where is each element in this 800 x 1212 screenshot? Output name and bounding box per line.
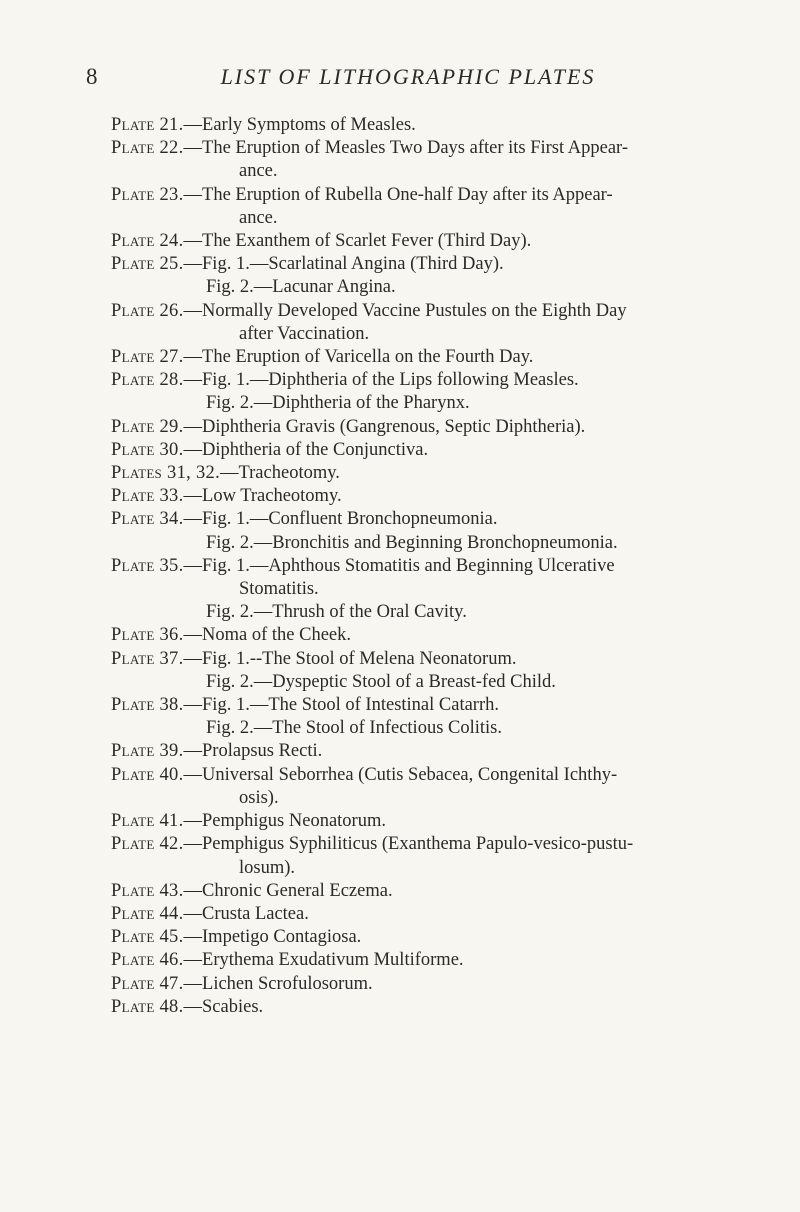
plate-title: —Fig. 1.—The Stool of Intestinal Catarrh. bbox=[183, 695, 500, 716]
plate-label: Plate 42. bbox=[111, 834, 184, 855]
plate-title: —Erythema Exudativum Multiforme. bbox=[183, 950, 464, 971]
plate-line bbox=[111, 648, 751, 671]
plate-line bbox=[111, 601, 751, 624]
plate-line bbox=[111, 764, 751, 787]
plate-label: Plate 46. bbox=[111, 950, 184, 971]
plate-entry bbox=[111, 926, 751, 949]
plate-label: Plate 45. bbox=[111, 927, 184, 948]
plate-label: Plate 25. bbox=[111, 254, 184, 275]
plate-title: —Chronic General Eczema. bbox=[183, 880, 393, 901]
plate-title: Fig. 2.—The Stool of Infectious Colitis. bbox=[206, 718, 502, 739]
plate-label: Plate 34. bbox=[111, 509, 184, 530]
plate-label: Plate 26. bbox=[111, 300, 184, 321]
plate-line bbox=[111, 369, 751, 392]
plate-line bbox=[111, 694, 751, 717]
plate-entry bbox=[111, 996, 751, 1019]
plate-line bbox=[111, 787, 751, 810]
plate-line bbox=[111, 833, 751, 856]
plate-entry bbox=[111, 810, 751, 833]
plate-title: —Normally Developed Vaccine Pustules on the Eighth Day bbox=[183, 300, 627, 321]
plate-line bbox=[111, 926, 751, 949]
plate-line bbox=[111, 903, 751, 926]
plate-title: osis). bbox=[239, 787, 279, 808]
plate-title: —Noma of the Cheek. bbox=[183, 625, 352, 646]
plate-line bbox=[111, 485, 751, 508]
plate-title: —Fig. 1.—Diphtheria of the Lips following Measles. bbox=[183, 370, 579, 391]
plate-line bbox=[111, 996, 751, 1019]
plate-title: Fig. 2.—Dyspeptic Stool of a Breast-fed Child. bbox=[206, 671, 556, 692]
plate-label: Plate 27. bbox=[111, 347, 184, 368]
plate-line bbox=[111, 439, 751, 462]
plate-entry bbox=[111, 114, 751, 137]
plate-line bbox=[111, 671, 751, 694]
plate-line bbox=[111, 624, 751, 647]
plate-line bbox=[111, 973, 751, 996]
plate-title: —The Eruption of Measles Two Days after its First Appear- bbox=[183, 138, 628, 159]
plate-line bbox=[111, 160, 751, 183]
plate-entry bbox=[111, 346, 751, 369]
plate-line bbox=[111, 810, 751, 833]
plate-title: —Scabies. bbox=[183, 996, 264, 1017]
plate-label: Plate 21. bbox=[111, 115, 184, 135]
plate-line bbox=[111, 880, 751, 903]
plate-title: ance. bbox=[239, 207, 278, 228]
plate-title: —Pemphigus Syphiliticus (Exanthema Papulo-vesico-pustu- bbox=[183, 834, 634, 855]
plate-entry bbox=[111, 833, 751, 879]
plate-label: Plates 31, 32. bbox=[111, 463, 220, 484]
plate-entry bbox=[111, 300, 751, 346]
plate-line bbox=[111, 555, 751, 578]
plate-title: —The Exanthem of Scarlet Fever (Third Day). bbox=[183, 231, 532, 252]
plate-entry bbox=[111, 439, 751, 462]
plate-title: Stomatitis. bbox=[239, 579, 319, 600]
plate-line bbox=[111, 184, 751, 207]
plate-entry bbox=[111, 903, 751, 926]
plate-line bbox=[111, 416, 751, 439]
plate-label: Plate 39. bbox=[111, 741, 184, 762]
plate-label: Plate 40. bbox=[111, 764, 184, 785]
plate-label: Plate 23. bbox=[111, 184, 184, 205]
plate-title: Fig. 2.—Diphtheria of the Pharynx. bbox=[206, 393, 470, 414]
plate-title: —Diphtheria Gravis (Gangrenous, Septic Diphtheria). bbox=[183, 416, 586, 437]
plate-title: —The Eruption of Rubella One-half Day after its Appear- bbox=[183, 184, 613, 205]
plate-line bbox=[111, 717, 751, 740]
running-title: LIST OF LITHOGRAPHIC PLATES bbox=[220, 64, 596, 89]
plate-title: —Lichen Scrofulosorum. bbox=[183, 973, 373, 994]
plate-line bbox=[111, 508, 751, 531]
plate-entry bbox=[111, 764, 751, 810]
plate-line bbox=[111, 532, 751, 555]
plate-line bbox=[111, 137, 751, 160]
plate-label: Plate 29. bbox=[111, 416, 184, 437]
plate-title: Fig. 2.—Thrush of the Oral Cavity. bbox=[206, 602, 467, 623]
plate-line bbox=[111, 857, 751, 880]
plate-entry bbox=[111, 508, 751, 554]
plate-label: Plate 41. bbox=[111, 811, 184, 832]
plate-entry bbox=[111, 740, 751, 763]
plate-entry bbox=[111, 416, 751, 439]
plate-line bbox=[111, 253, 751, 276]
plate-title: —Fig. 1.—Confluent Bronchopneumonia. bbox=[183, 509, 498, 530]
plate-label: Plate 37. bbox=[111, 648, 184, 669]
plate-label: Plate 35. bbox=[111, 555, 184, 576]
plate-label: Plate 30. bbox=[111, 439, 184, 460]
plate-title: —Crusta Lactea. bbox=[183, 903, 309, 924]
plate-label: Plate 48. bbox=[111, 996, 184, 1017]
plate-title: Fig. 2.—Lacunar Angina. bbox=[206, 277, 396, 298]
plate-line bbox=[111, 114, 751, 137]
plate-entry bbox=[111, 555, 751, 625]
plate-label: Plate 38. bbox=[111, 695, 184, 716]
plate-title: —Diphtheria of the Conjunctiva. bbox=[183, 439, 429, 460]
plate-entry bbox=[111, 462, 751, 485]
plate-entry bbox=[111, 880, 751, 903]
plate-entry bbox=[111, 485, 751, 508]
plate-title: ance. bbox=[239, 161, 278, 182]
plate-title: —Pemphigus Neonatorum. bbox=[183, 811, 386, 832]
plate-title: —Fig. 1.—Scarlatinal Angina (Third Day). bbox=[183, 254, 504, 275]
plate-title: —The Eruption of Varicella on the Fourth Day. bbox=[183, 347, 534, 368]
plate-title: —Prolapsus Recti. bbox=[183, 741, 323, 762]
plate-line bbox=[111, 230, 751, 253]
plate-title: —Tracheotomy. bbox=[220, 463, 340, 484]
plate-line bbox=[111, 392, 751, 415]
plate-title: —Universal Seborrhea (Cutis Sebacea, Congenital Ichthy- bbox=[183, 764, 618, 785]
plate-label: Plate 22. bbox=[111, 138, 184, 159]
plate-entry bbox=[111, 949, 751, 972]
plate-entry bbox=[111, 694, 751, 740]
plate-entry bbox=[111, 973, 751, 996]
plate-title: —Low Tracheotomy. bbox=[183, 486, 342, 507]
plate-title: Fig. 2.—Bronchitis and Beginning Bronchopneumonia. bbox=[206, 532, 618, 553]
plate-line bbox=[111, 949, 751, 972]
plate-entry bbox=[111, 137, 751, 183]
plate-title: —Fig. 1.--The Stool of Melena Neonatorum. bbox=[183, 648, 517, 669]
page-header bbox=[0, 64, 800, 94]
plate-entry bbox=[111, 369, 751, 415]
plate-label: Plate 43. bbox=[111, 880, 184, 901]
plate-label: Plate 47. bbox=[111, 973, 184, 994]
plate-title: after Vaccination. bbox=[239, 323, 370, 344]
plate-line bbox=[111, 300, 751, 323]
plate-line bbox=[111, 346, 751, 369]
plate-line bbox=[111, 740, 751, 763]
plate-label: Plate 33. bbox=[111, 486, 184, 507]
plate-label: Plate 36. bbox=[111, 625, 184, 646]
plate-label: Plate 44. bbox=[111, 903, 184, 924]
plate-title: —Fig. 1.—Aphthous Stomatitis and Beginning Ulcerative bbox=[183, 555, 615, 576]
plate-line bbox=[111, 323, 751, 346]
plate-title: —Impetigo Contagiosa. bbox=[183, 927, 362, 948]
plate-label: Plate 28. bbox=[111, 370, 184, 391]
plate-entry bbox=[111, 648, 751, 694]
plate-entry bbox=[111, 624, 751, 647]
plate-line bbox=[111, 276, 751, 299]
plate-entry bbox=[111, 253, 751, 299]
page-number: 8 bbox=[86, 64, 98, 89]
plate-title: —Early Symptoms of Measles. bbox=[183, 115, 416, 135]
plate-entry bbox=[111, 184, 751, 230]
plate-title: losum). bbox=[239, 857, 296, 878]
plate-label: Plate 24. bbox=[111, 231, 184, 252]
plate-line bbox=[111, 462, 751, 485]
plate-entry bbox=[111, 230, 751, 253]
plate-line bbox=[111, 207, 751, 230]
plate-line bbox=[111, 578, 751, 601]
plate-list bbox=[111, 114, 751, 1019]
